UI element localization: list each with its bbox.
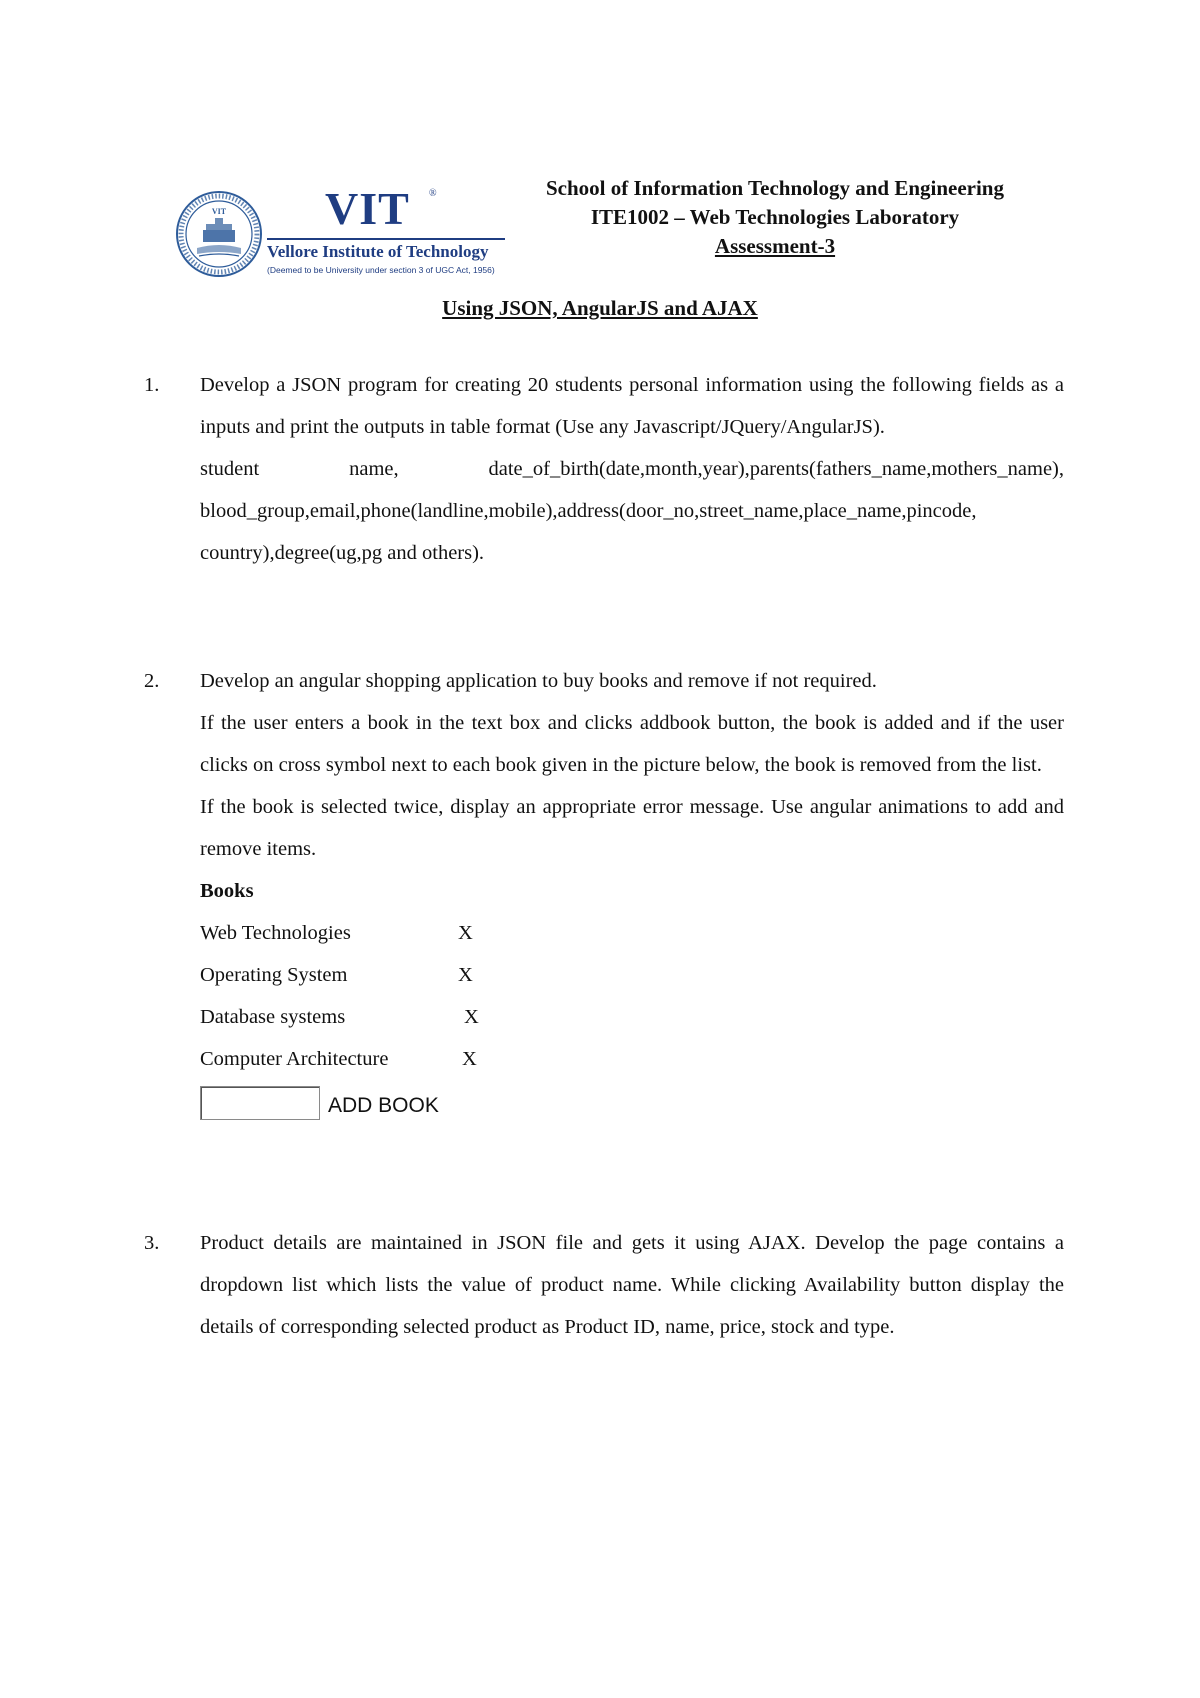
question-paragraph: If the user enters a book in the text box and clicks addbook button, the book is added and if the user clicks on cross symbol next to each book given in the picture below, the book is removed from the list.: [200, 712, 1064, 776]
book-name: Operating System: [200, 964, 348, 986]
section-title: Using JSON, AngularJS and AJAX: [442, 296, 758, 320]
add-book-row: [200, 1080, 1064, 1130]
remove-book-button[interactable]: X: [462, 1048, 477, 1070]
question-number: 2.: [144, 670, 160, 692]
book-items: [200, 912, 1064, 1080]
list-item: [200, 912, 1064, 954]
question-paragraph: Product details are maintained in JSON file and gets it using AJAX. Develop the page contains a dropdown list which lists the value of product name. While clicking Availability button display the details of corresponding selected product as Product ID, name, price, stock and type.: [200, 1232, 1064, 1338]
question-body: [200, 1222, 1064, 1348]
book-name: Computer Architecture: [200, 1048, 389, 1070]
remove-book-button[interactable]: X: [458, 922, 473, 944]
vit-seal-icon: [175, 190, 263, 278]
logo-divider: [267, 238, 505, 240]
books-list: [200, 870, 1064, 1130]
question-paragraph: Develop an angular shopping application to buy books and remove if not required.: [200, 670, 877, 692]
list-item: [200, 954, 1064, 996]
header-titles: [495, 174, 1055, 261]
course-title: ITE1002 – Web Technologies Laboratory: [590, 205, 960, 229]
question-paragraph: If the book is selected twice, display an appropriate error message. Use angular animations to add and remove items.: [200, 796, 1064, 860]
school-name: School of Information Technology and Engineering: [546, 176, 1004, 200]
question-body: [200, 660, 1064, 1130]
question-paragraph: student name, date_of_birth(date,month,year),parents(fathers_name,mothers_name), blood_group,email,phone(landline,mobile),address(door_no,street_name,place_name,pincode, country),degree(ug,pg and others).: [200, 458, 1064, 564]
logo-institution-name: Vellore Institute of Technology: [267, 242, 489, 261]
remove-book-button[interactable]: X: [464, 1006, 479, 1028]
logo-wordmark: VIT: [325, 183, 410, 234]
question-body: [200, 364, 1064, 574]
book-name: Database systems: [200, 1006, 346, 1028]
books-heading: Books: [200, 880, 254, 902]
vit-logo: [175, 183, 505, 290]
logo-text-block: [267, 183, 507, 286]
document-header: [175, 170, 1075, 290]
registered-mark: ®: [429, 188, 437, 199]
book-name: Web Technologies: [200, 922, 351, 944]
list-item: [200, 1038, 1064, 1080]
list-item: [200, 996, 1064, 1038]
assessment-title: Assessment-3: [714, 234, 836, 258]
logo-tagline: (Deemed to be University under section 3 of UGC Act, 1956): [267, 265, 495, 275]
question-number: 3.: [144, 1232, 160, 1254]
remove-book-button[interactable]: X: [458, 964, 473, 986]
question-number: 1.: [144, 374, 160, 396]
add-book-button[interactable]: ADD BOOK: [328, 1092, 439, 1120]
seal-label: VIT: [211, 207, 227, 216]
book-name-input[interactable]: [200, 1086, 320, 1120]
question-paragraph: Develop a JSON program for creating 20 students personal information using the following fields as a inputs and print the outputs in table format (Use any Javascript/JQuery/AngularJS).: [200, 374, 1064, 438]
